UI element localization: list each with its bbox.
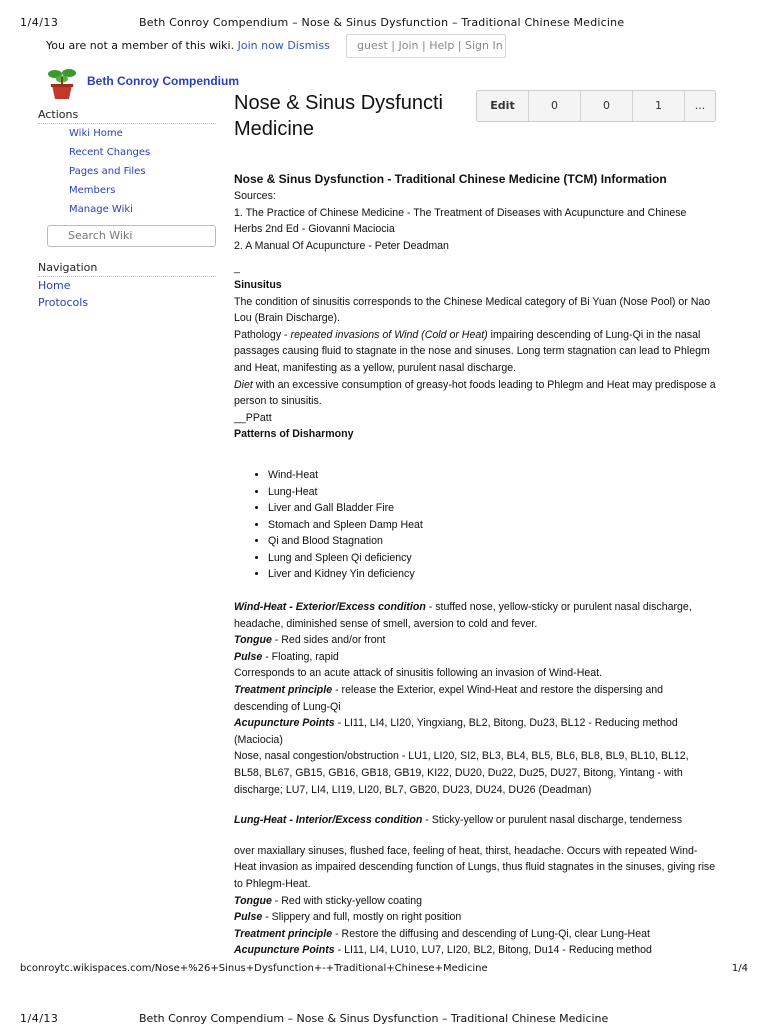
pathology-italic: repeated invasions of Wind (Cold or Heat) (290, 328, 488, 341)
list-item: • Qi and Blood Stagnation (268, 533, 716, 550)
wind-heat-title: Wind-Heat - Exterior/Excess condition (234, 601, 426, 614)
list-item: • Lung-Heat (268, 484, 716, 501)
treatment-label: Treatment principle (234, 927, 333, 940)
join-now-link[interactable]: Join now (237, 39, 284, 52)
guest-label: guest (357, 39, 388, 52)
page-content (234, 170, 716, 959)
print-header (0, 0, 768, 38)
list-item: • Stomach and Spleen Damp Heat (268, 517, 716, 534)
lung-heat-desc-1: - Sticky-yellow or purulent nasal discharge, tenderness (422, 814, 683, 827)
diet-label: Diet (234, 378, 253, 391)
wind-heat-desc: - stuffed nose, yellow-sticky or purulent nasal discharge, headache, diminished sense of smell, aversion to cold and fever. (234, 601, 692, 630)
footer-url: bconroytc.wikispaces.com/Nose+%26+Sinus+Dysfunction+-+Traditional+Chinese+Medicine (20, 963, 488, 974)
member-message: You are not a member of this wiki. (46, 39, 235, 52)
wind-heat-treatment: - release the Exterior, expel Wind-Heat and restore the dispersing and descending of Lung-Qi (234, 684, 664, 713)
separator: | (422, 39, 426, 52)
patterns-list (234, 467, 716, 583)
print-date-next: 1/4/13 (20, 1012, 59, 1025)
sidebar-item-manage-wiki[interactable]: Manage Wiki (69, 204, 133, 215)
brand-name[interactable]: Beth Conroy Compendium (87, 74, 239, 88)
toolbar-count-1[interactable]: 0 (529, 91, 581, 121)
pathology-label: Pathology - (234, 328, 291, 341)
diet-text: with an excessive consumption of greasy-hot foods leading to Phlegm and Heat may predispose a person to sinusitis. (234, 378, 716, 408)
search-input[interactable]: Search Wiki (47, 225, 216, 247)
page-toolbar (476, 90, 716, 122)
treatment-label: Treatment principle (234, 684, 333, 697)
lung-heat-title: Lung-Heat - Interior/Excess condition (234, 814, 423, 827)
patterns-heading: Patterns of Disharmony (234, 428, 354, 441)
acupuncture-label: Acupuncture Points (234, 717, 335, 730)
print-title-next: Beth Conroy Compendium – Nose & Sinus Dysfunction – Traditional Chinese Medicine (139, 1012, 609, 1025)
wiki-logo-icon[interactable] (46, 66, 78, 100)
dash-marker: _ (234, 262, 240, 275)
sidebar-item-pages-and-files[interactable]: Pages and Files (69, 166, 146, 177)
wind-heat-acupuncture: - LI11, LI4, LI20, Yingxiang, BL2, Bitong, Du23, BL12 - Reducing method (Maciocia) (234, 717, 678, 746)
content-heading: Nose & Sinus Dysfunction - Traditional Chinese Medicine (TCM) Information (234, 172, 667, 186)
lung-heat-acupuncture: - LI11, LI4, LU10, LU7, LI20, BL2, Bitong, Du14 - Reducing method (334, 944, 652, 957)
wind-heat-section (234, 599, 716, 798)
pathology-paragraph (234, 327, 716, 377)
ppatt-line: __PPatt (234, 411, 272, 424)
actions-heading: Actions (38, 108, 216, 124)
diet-paragraph (234, 377, 716, 410)
lung-heat-tongue: - Red with sticky-yellow coating (271, 894, 422, 907)
sidebar-item-wiki-home[interactable]: Wiki Home (69, 128, 123, 139)
nav-item-home[interactable]: Home (38, 279, 71, 292)
nav-item-protocols[interactable]: Protocols (38, 296, 89, 309)
help-link[interactable]: Help (429, 39, 455, 52)
source-1: 1. The Practice of Chinese Medicine - The Treatment of Diseases with Acupuncture and Chinese Herbs 2nd Ed - Giovanni Maciocia (234, 206, 687, 236)
page-title-line1: Nose & Sinus Dysfuncti (234, 92, 443, 114)
sidebar (38, 108, 216, 311)
wind-heat-tongue: - Red sides and/or front (271, 634, 386, 647)
lung-heat-desc-2: over maxiallary sinuses, flushed face, feeling of heat, thirst, headache. Occurs with repeated Wind-Heat invasion as impaired descending function of Lungs, thus fluid stagnates in the sinuses, giving rise to Phlegm-Heat. (234, 844, 716, 890)
sources-label: Sources: (234, 190, 276, 202)
page-title (234, 90, 514, 142)
sidebar-item-members[interactable]: Members (69, 185, 116, 196)
separator: | (391, 39, 395, 52)
sign-in-link[interactable]: Sign In (465, 39, 503, 52)
wind-heat-nose-points: Nose, nasal congestion/obstruction - LU1, LI20, SI2, BL3, BL4, BL5, BL6, BL8, BL9, BL10, BL12, BL58, BL67, GB15, GB16, GB18, GB19, KI22, DU20, Du22, Du25, DU27, Bitong, Yintang - with discharge; LU7, LI4, LI19, LI20, BL7, GB20, DU23, DU24, DU26 (Deadman) (234, 750, 689, 796)
toolbar-count-3[interactable]: 1 (633, 91, 685, 121)
tongue-label: Tongue (234, 634, 272, 647)
dismiss-link[interactable]: Dismiss (287, 39, 330, 52)
list-item: • Liver and Kidney Yin deficiency (268, 566, 716, 583)
list-item: • Wind-Heat (268, 467, 716, 484)
wind-heat-corresponds: Corresponds to an acute attack of sinusitis following an invasion of Wind-Heat. (234, 667, 603, 680)
separator: | (457, 39, 462, 52)
print-date: 1/4/13 (20, 16, 59, 29)
page-title-line2: Medicine (234, 118, 315, 140)
tongue-label: Tongue (234, 894, 272, 907)
list-item: • Lung and Spleen Qi deficiency (268, 550, 716, 567)
lung-heat-pulse: - Slippery and full, mostly on right position (262, 911, 462, 924)
join-link[interactable]: Join (398, 39, 419, 52)
more-button[interactable]: ... (694, 99, 706, 112)
acupuncture-label: Acupuncture Points (234, 944, 335, 957)
lung-heat-treatment: - Restore the diffusing and descending of Lung-Qi, clear Lung-Heat (332, 927, 650, 940)
print-title: Beth Conroy Compendium – Nose & Sinus Dysfunction – Traditional Chinese Medicine (139, 16, 625, 29)
pulse-label: Pulse (234, 650, 263, 663)
footer-page-number: 1/4 (731, 963, 748, 974)
list-item: • Liver and Gall Bladder Fire (268, 500, 716, 517)
wind-heat-pulse: - Floating, rapid (262, 650, 339, 663)
toolbar-count-2[interactable]: 0 (581, 91, 633, 121)
navigation-heading: Navigation (38, 261, 216, 277)
source-2: 2. A Manual Of Acupuncture - Peter Deadman (234, 239, 449, 252)
sinusitus-heading: Sinusitus (234, 278, 282, 291)
pathology-text: impairing descending of Lung-Qi in the nasal passages causing fluid to stagnate in the nose and sinuses. Long term stagnation can lead to Phlegm and Heat, manifesting as a yellow, purulent nasal discharge. (234, 328, 710, 374)
member-bar (46, 39, 330, 52)
pulse-label: Pulse (234, 911, 263, 924)
edit-button[interactable]: Edit (477, 91, 529, 121)
sinusitis-paragraph: The condition of sinusitis corresponds to the Chinese Medical category of Bi Yuan (Nose Pool) or Nao Lou (Brain Discharge). (234, 295, 711, 325)
lung-heat-section (234, 812, 716, 959)
user-box (346, 34, 506, 58)
sidebar-item-recent-changes[interactable]: Recent Changes (69, 147, 151, 158)
